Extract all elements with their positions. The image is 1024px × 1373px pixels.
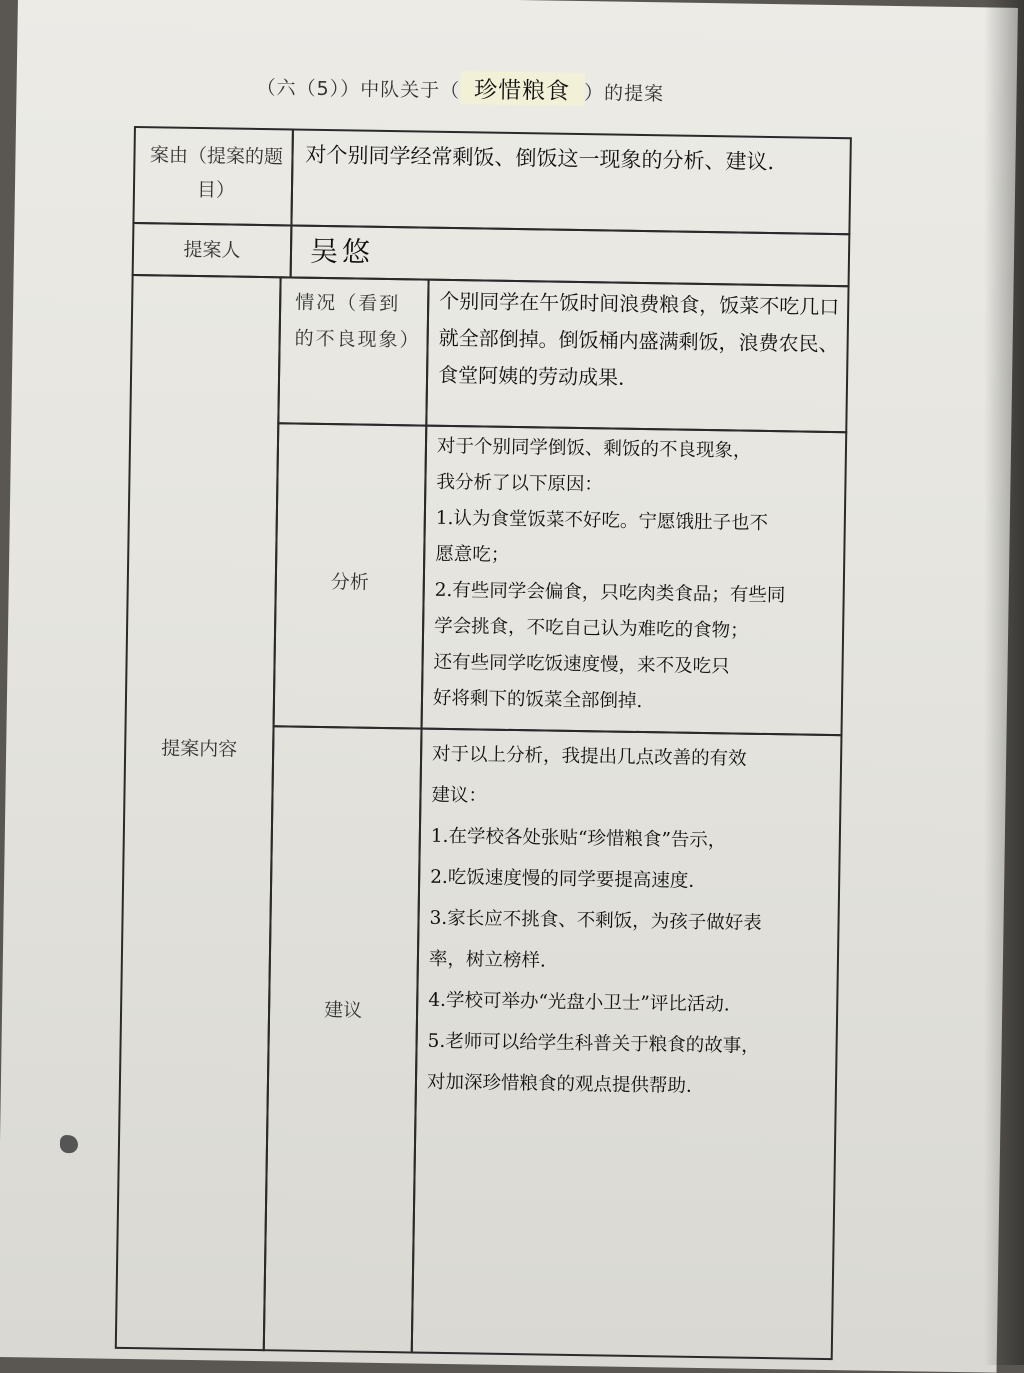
situation-label-cell xyxy=(277,276,429,426)
situation-text: 个别同学在午饭时间浪费粮食，饭菜不吃几口就全部倒掉。倒饭桶内盛满剩饭，浪费农民、食堂阿姨的劳动成果. xyxy=(437,288,840,390)
reason-label-cell xyxy=(132,126,294,227)
title-suffix: ）的提案 xyxy=(583,82,665,106)
analysis-label-cell xyxy=(273,422,428,729)
proposer-label-cell xyxy=(132,222,293,279)
proposer-label: 提案人 xyxy=(183,238,241,262)
suggestion-label: 建议 xyxy=(323,999,363,1022)
title-topic: 珍惜粮食 xyxy=(460,71,585,106)
reason-value-cell xyxy=(290,128,851,235)
content-label: 提案内容 xyxy=(161,737,238,761)
suggestion-text-cell xyxy=(411,728,843,1361)
document-title xyxy=(256,68,664,107)
ink-stain xyxy=(60,1135,78,1153)
reason-value: 对个别同学经常剩饭、倒饭这一现象的分析、建议. xyxy=(305,142,775,175)
analysis-text: 对于个别同学倒饭、剩饭的不良现象， 我分析了以下原因： 1.认为食堂饭菜不好吃。宁愿饿肚子也不 愿意吃； 2.有些同学会偏食，只吃肉类食品；有些同 学会挑食，不吃自己认为难吃的食物； 还有些同学吃饭速度慢，来不及吃只 好将剩下的饭菜全部倒掉. xyxy=(432,435,786,713)
analysis-text-cell xyxy=(421,425,848,737)
content-label-cell xyxy=(115,274,282,1351)
title-prefix: （六（5））中队关于（ xyxy=(256,76,461,103)
suggestion-text: 对于以上分析，我提出几点改善的有效 建议： 1.在学校各处张贴“珍惜粮食”告示， 2.吃饭速度慢的同学要提高速度. 3.家长应不挑食、不剩饭，为孩子做好表 率，树立榜样. 4.学校可举办“光盘小卫士”评比活动. 5.老师可以给学生科普关于粮食的故事， 对加深珍惜粮食的观点提供帮助. xyxy=(426,743,762,1097)
suggestion-label-cell xyxy=(263,725,423,1353)
situation-text-cell xyxy=(425,279,849,434)
proposer-value: 吴悠 xyxy=(309,234,375,269)
reason-label: 案由（提案的题目） xyxy=(149,144,284,202)
situation-label: 情况（看到的不良现象） xyxy=(294,291,421,352)
page-shadow xyxy=(984,0,1024,1365)
analysis-label: 分析 xyxy=(330,571,370,594)
